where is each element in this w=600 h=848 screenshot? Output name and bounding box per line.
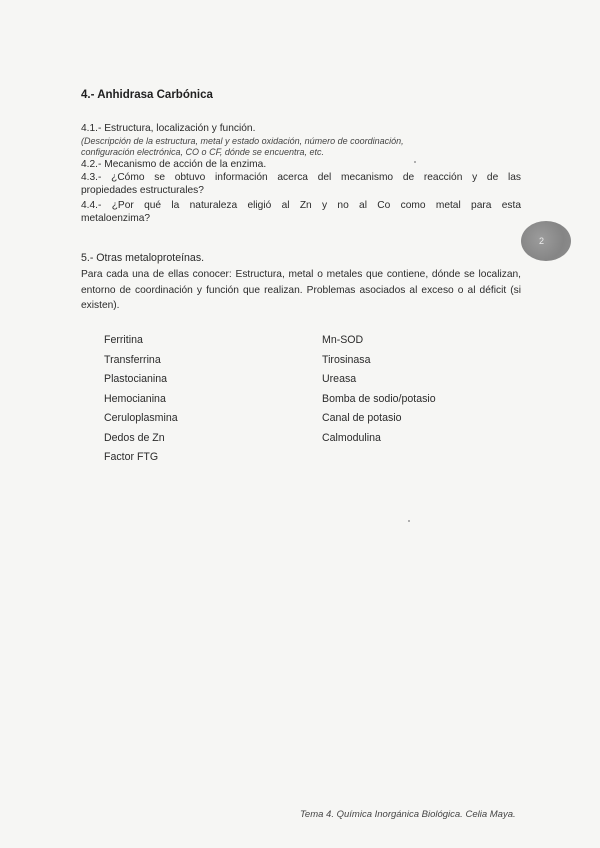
section-5-heading: 5.- Otras metaloproteínas. xyxy=(81,252,205,264)
protein-left-item-6: Factor FTG xyxy=(104,451,159,463)
page-number-badge xyxy=(521,221,571,261)
section-4-item-3-line-1: 4.3.- ¿Cómo se obtuvo información acerca del mecanismo de reacción y de las xyxy=(81,172,521,183)
protein-left-item-1: Transferrina xyxy=(104,353,161,366)
section-4-heading: 4.- Anhidrasa Carbónica xyxy=(81,89,213,101)
protein-right-item-2: Ureasa xyxy=(322,373,357,385)
section-4-item-1-note-line-1: (Descripción de la estructura, metal y estado oxidación, número de coordinación, xyxy=(81,136,404,146)
protein-right-item-0: Mn-SOD xyxy=(322,334,364,346)
page-number: 2 xyxy=(539,236,545,246)
section-4-item-4-line-2: metaloenzima? xyxy=(81,213,151,224)
protein-left-item-5: Dedos de Zn xyxy=(104,431,165,444)
section-4-item-3-line-2: propiedades estructurales? xyxy=(81,185,204,196)
protein-left-item-3: Hemocianina xyxy=(104,392,166,405)
section-4-item-4-line-1: 4.4.- ¿Por qué la naturaleza eligió al Zn y no al Co como metal para esta xyxy=(81,200,521,211)
section-5-intro: Para cada una de ellas conocer: Estructura, metal o metales que contiene, dónde se localizan, entorno de coordinación y función que realizan. Problemas asociados al exceso o al déficit (si existen). xyxy=(81,269,521,311)
page-footer: Tema 4. Química Inorgánica Biológica. Celia Maya. xyxy=(300,809,516,820)
section-4-item-2: 4.2.- Mecanismo de acción de la enzima. xyxy=(81,159,267,170)
protein-left-item-2: Plastocianina xyxy=(104,373,168,385)
right-protein-list xyxy=(322,331,436,448)
section-4-item-1: 4.1.- Estructura, localización y función. xyxy=(81,123,256,134)
protein-left-item-0: Ferritina xyxy=(104,334,143,346)
left-protein-list xyxy=(104,331,178,468)
protein-right-item-4: Canal de potasio xyxy=(322,412,402,424)
section-4-item-1-note-line-2: configuración electrónica, CO o CF, dónde se encuentra, etc. xyxy=(81,147,324,157)
protein-right-item-3: Bomba de sodio/potasio xyxy=(322,392,436,405)
protein-left-item-4: Ceruloplasmina xyxy=(104,412,178,424)
protein-right-item-1: Tirosinasa xyxy=(322,353,371,366)
protein-right-item-5: Calmodulina xyxy=(322,431,381,444)
